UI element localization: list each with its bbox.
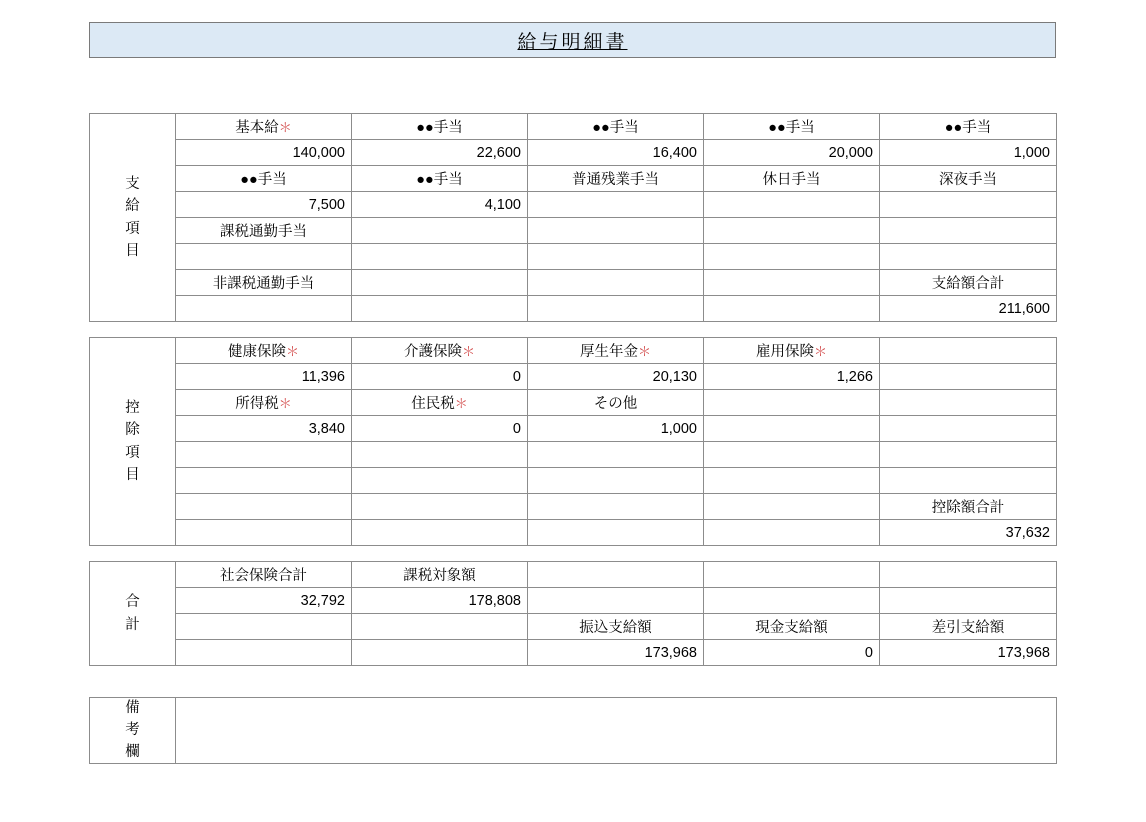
- required-mark-icon: ＊: [813, 344, 827, 359]
- deductions-header-cell: [352, 494, 528, 520]
- deductions-value-cell[interactable]: [880, 416, 1057, 442]
- payments-value-cell[interactable]: [880, 192, 1057, 218]
- payments-value-cell[interactable]: 140,000: [176, 140, 352, 166]
- summary-value-cell[interactable]: [880, 588, 1057, 614]
- payments-header-cell: 課税通勤手当: [176, 218, 352, 244]
- required-mark-icon: ＊: [454, 396, 468, 411]
- summary-value-cell[interactable]: 173,968: [528, 640, 704, 666]
- summary-value-cell[interactable]: [528, 588, 704, 614]
- payments-value-cell[interactable]: 1,000: [880, 140, 1057, 166]
- payments-value-cell[interactable]: [176, 296, 352, 322]
- payments-header-cell: [352, 270, 528, 296]
- payments-header-cell: ●●手当: [704, 114, 880, 140]
- summary-header-cell: [352, 614, 528, 640]
- table-row: [90, 640, 1057, 666]
- deductions-header-cell: [880, 338, 1057, 364]
- summary-header-cell: 現金支給額: [704, 614, 880, 640]
- payments-value-cell[interactable]: [352, 244, 528, 270]
- table-row: [90, 494, 1057, 520]
- page-title: 給与明細書: [517, 31, 628, 53]
- summary-header-cell: 差引支給額: [880, 614, 1057, 640]
- required-mark-icon: ＊: [278, 396, 292, 411]
- deductions-header-cell: [704, 390, 880, 416]
- deductions-value-cell[interactable]: [176, 520, 352, 546]
- payments-header-cell: 休日手当: [704, 166, 880, 192]
- deductions-total-value[interactable]: 37,632: [880, 520, 1057, 546]
- deductions-total-label: 控除額合計: [880, 494, 1057, 520]
- summary-header-cell: [880, 562, 1057, 588]
- required-mark-icon: ＊: [278, 120, 292, 135]
- deductions-table: [89, 337, 1057, 546]
- deductions-value-cell[interactable]: [352, 520, 528, 546]
- payments-header-cell: 非課税通勤手当: [176, 270, 352, 296]
- payments-value-cell[interactable]: [704, 192, 880, 218]
- deductions-value-cell[interactable]: 0: [352, 364, 528, 390]
- payments-header-cell: [704, 270, 880, 296]
- deductions-value-cell[interactable]: [880, 364, 1057, 390]
- table-row: [90, 588, 1057, 614]
- payments-header-cell: ●●手当: [352, 166, 528, 192]
- deductions-header-cell: 雇用保険＊: [704, 338, 880, 364]
- payments-value-cell[interactable]: 22,600: [352, 140, 528, 166]
- deductions-spacer-cell: [176, 468, 352, 494]
- table-row: [90, 192, 1057, 218]
- deductions-value-cell[interactable]: 0: [352, 416, 528, 442]
- deductions-header-cell: その他: [528, 390, 704, 416]
- table-row: [90, 270, 1057, 296]
- summary-header-cell: [176, 614, 352, 640]
- table-row: [90, 468, 1057, 494]
- deductions-header-cell: [880, 442, 1057, 468]
- payments-value-cell[interactable]: [880, 244, 1057, 270]
- summary-net-pay-value[interactable]: 173,968: [880, 640, 1057, 666]
- deductions-value-cell[interactable]: [704, 520, 880, 546]
- document-title-band: [89, 22, 1056, 58]
- deductions-section-label: 控 除 項 目: [90, 338, 176, 546]
- payments-header-cell: ●●手当: [176, 166, 352, 192]
- payments-header-cell: [704, 218, 880, 244]
- summary-value-cell[interactable]: 32,792: [176, 588, 352, 614]
- remarks-input[interactable]: [176, 698, 1057, 764]
- summary-section-label: 合 計: [90, 562, 176, 666]
- table-row: [90, 416, 1057, 442]
- payments-value-cell[interactable]: 7,500: [176, 192, 352, 218]
- summary-header-cell: 社会保険合計: [176, 562, 352, 588]
- deductions-header-cell: [176, 442, 352, 468]
- table-row: [90, 698, 1057, 764]
- table-row: [90, 562, 1057, 588]
- summary-value-cell[interactable]: [176, 640, 352, 666]
- payments-header-cell: 深夜手当: [880, 166, 1057, 192]
- deductions-header-cell: [528, 442, 704, 468]
- deductions-header-cell: 厚生年金＊: [528, 338, 704, 364]
- payments-value-cell[interactable]: 4,100: [352, 192, 528, 218]
- table-row: [90, 140, 1057, 166]
- payments-table: [89, 113, 1057, 322]
- summary-header-cell: 振込支給額: [528, 614, 704, 640]
- table-row: [90, 364, 1057, 390]
- payments-header-cell: 普通残業手当: [528, 166, 704, 192]
- payments-value-cell[interactable]: [704, 244, 880, 270]
- payments-header-cell: ●●手当: [880, 114, 1057, 140]
- table-row: [90, 442, 1057, 468]
- deductions-spacer-cell: [528, 468, 704, 494]
- table-row: [90, 338, 1057, 364]
- deductions-value-cell[interactable]: 11,396: [176, 364, 352, 390]
- summary-value-cell[interactable]: 0: [704, 640, 880, 666]
- required-mark-icon: ＊: [461, 344, 475, 359]
- payments-value-cell[interactable]: 20,000: [704, 140, 880, 166]
- table-row: [90, 244, 1057, 270]
- table-row: [90, 114, 1057, 140]
- table-row: [90, 614, 1057, 640]
- summary-header-cell: [704, 562, 880, 588]
- deductions-value-cell[interactable]: 3,840: [176, 416, 352, 442]
- summary-value-cell[interactable]: [352, 640, 528, 666]
- deductions-spacer-cell: [880, 468, 1057, 494]
- deductions-header-cell: [704, 442, 880, 468]
- deductions-header-cell: [704, 494, 880, 520]
- table-row: [90, 296, 1057, 322]
- table-row: [90, 520, 1057, 546]
- payments-total-value[interactable]: 211,600: [880, 296, 1057, 322]
- deductions-spacer-cell: [704, 468, 880, 494]
- payments-value-cell[interactable]: [528, 296, 704, 322]
- payments-value-cell[interactable]: [528, 244, 704, 270]
- payments-value-cell[interactable]: 16,400: [528, 140, 704, 166]
- payments-header-cell: [880, 218, 1057, 244]
- payments-value-cell[interactable]: [352, 296, 528, 322]
- required-mark-icon: ＊: [285, 344, 299, 359]
- payments-header-cell: ●●手当: [528, 114, 704, 140]
- remarks-label: 備 考 欄: [90, 698, 176, 764]
- summary-value-cell[interactable]: 178,808: [352, 588, 528, 614]
- deductions-header-cell: [176, 494, 352, 520]
- deductions-header-cell: 所得税＊: [176, 390, 352, 416]
- required-mark-icon: ＊: [637, 344, 651, 359]
- deductions-value-cell[interactable]: 1,000: [528, 416, 704, 442]
- deductions-value-cell[interactable]: [528, 520, 704, 546]
- payments-section-label: 支 給 項 目: [90, 114, 176, 322]
- deductions-spacer-cell: [352, 468, 528, 494]
- deductions-header-cell: [352, 442, 528, 468]
- payments-header-cell: 基本給＊: [176, 114, 352, 140]
- table-row: [90, 390, 1057, 416]
- payments-total-label: 支給額合計: [880, 270, 1057, 296]
- table-row: [90, 218, 1057, 244]
- payments-value-cell[interactable]: [704, 296, 880, 322]
- table-row: [90, 166, 1057, 192]
- remarks-table: [89, 697, 1057, 764]
- summary-table: [89, 561, 1057, 666]
- payments-header-cell: [528, 218, 704, 244]
- payments-header-cell: [352, 218, 528, 244]
- deductions-header-cell: 健康保険＊: [176, 338, 352, 364]
- deductions-value-cell[interactable]: [704, 416, 880, 442]
- deductions-value-cell[interactable]: 20,130: [528, 364, 704, 390]
- deductions-header-cell: [528, 494, 704, 520]
- deductions-value-cell[interactable]: 1,266: [704, 364, 880, 390]
- deductions-header-cell: 住民税＊: [352, 390, 528, 416]
- summary-value-cell[interactable]: [704, 588, 880, 614]
- summary-header-cell: [528, 562, 704, 588]
- payments-header-cell: [528, 270, 704, 296]
- deductions-header-cell: [880, 390, 1057, 416]
- summary-header-cell: 課税対象額: [352, 562, 528, 588]
- payments-header-cell: ●●手当: [352, 114, 528, 140]
- deductions-header-cell: 介護保険＊: [352, 338, 528, 364]
- payments-value-cell[interactable]: [176, 244, 352, 270]
- payments-value-cell[interactable]: [528, 192, 704, 218]
